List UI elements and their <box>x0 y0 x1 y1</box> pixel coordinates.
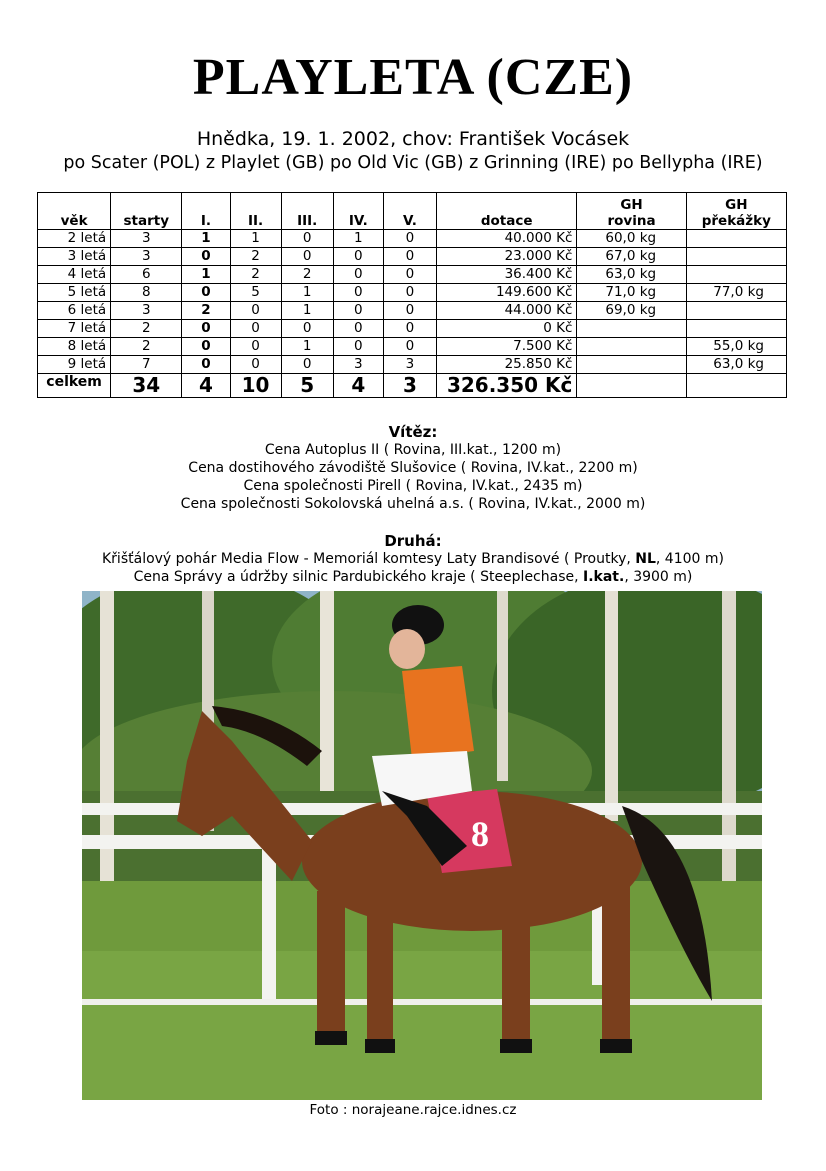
table-row <box>38 248 787 266</box>
age-cell: 7 letá <box>38 320 111 338</box>
gh-flat-cell: 60,0 kg <box>577 230 686 248</box>
prize-money-cell: 40.000 Kč <box>437 230 577 248</box>
header-fourth: IV. <box>333 193 383 230</box>
total-gh-jump <box>686 374 786 398</box>
total-third: 5 <box>281 374 333 398</box>
age-cell: 5 letá <box>38 284 111 302</box>
second-place-cell: 2 <box>230 266 281 284</box>
age-cell: 4 letá <box>38 266 111 284</box>
age-cell: 3 letá <box>38 248 111 266</box>
gh-flat-cell <box>577 320 686 338</box>
table-row <box>38 320 787 338</box>
first-place-cell: 2 <box>182 302 230 320</box>
prize-money-cell: 25.850 Kč <box>437 356 577 374</box>
prize-money-cell: 36.400 Kč <box>437 266 577 284</box>
table-row <box>38 284 787 302</box>
third-place-cell: 0 <box>281 320 333 338</box>
header-first: I. <box>182 193 230 230</box>
fourth-place-cell: 1 <box>333 230 383 248</box>
second-place-cell: 0 <box>230 302 281 320</box>
second-place-cell: 0 <box>230 320 281 338</box>
gh-flat-cell: 69,0 kg <box>577 302 686 320</box>
page-title: PLAYLETA (CZE) <box>192 49 634 106</box>
starts-cell: 6 <box>111 266 182 284</box>
gh-flat-cell: 71,0 kg <box>577 284 686 302</box>
starts-cell: 3 <box>111 230 182 248</box>
career-table <box>37 192 787 398</box>
gh-jump-cell <box>686 230 786 248</box>
second-race: Cena Správy a údržby silnic Pardubického kraje ( Steeplechase, I.kat., 3900 m) <box>133 569 693 585</box>
third-place-cell: 2 <box>281 266 333 284</box>
gh-jump-cell: 55,0 kg <box>686 338 786 356</box>
second-place-section <box>0 532 826 586</box>
winner-race: Cena Autoplus II ( Rovina, III.kat., 1200 m) <box>264 442 562 458</box>
fourth-place-cell: 0 <box>333 320 383 338</box>
winner-section <box>0 423 826 513</box>
gh-jump-cell <box>686 302 786 320</box>
first-place-cell: 0 <box>182 356 230 374</box>
header-second: II. <box>230 193 281 230</box>
header-prize-money: dotace <box>437 193 577 230</box>
second-place-cell: 5 <box>230 284 281 302</box>
starts-cell: 3 <box>111 248 182 266</box>
gh-jump-cell <box>686 248 786 266</box>
age-cell: 8 letá <box>38 338 111 356</box>
fourth-place-cell: 3 <box>333 356 383 374</box>
header-age: věk <box>38 193 111 230</box>
fifth-place-cell: 0 <box>383 338 436 356</box>
prize-money-cell: 44.000 Kč <box>437 302 577 320</box>
total-label: celkem <box>38 374 111 398</box>
second-race: Křišťálový pohár Media Flow - Memoriál komtesy Laty Brandisové ( Proutky, NL, 4100 m) <box>102 551 724 567</box>
second-place-cell: 1 <box>230 230 281 248</box>
table-row <box>38 266 787 284</box>
total-fifth: 3 <box>383 374 436 398</box>
starts-cell: 3 <box>111 302 182 320</box>
fourth-place-cell: 0 <box>333 302 383 320</box>
header-gh-flat: GH rovina <box>577 193 686 230</box>
winner-race: Cena společnosti Sokolovská uhelná a.s. ( Rovina, IV.kat., 2000 m) <box>180 496 646 512</box>
third-place-cell: 1 <box>281 302 333 320</box>
total-first: 4 <box>182 374 230 398</box>
total-row <box>38 374 787 398</box>
prize-money-cell: 0 Kč <box>437 320 577 338</box>
first-place-cell: 0 <box>182 338 230 356</box>
total-second: 10 <box>230 374 281 398</box>
third-place-cell: 1 <box>281 338 333 356</box>
fifth-place-cell: 0 <box>383 302 436 320</box>
fifth-place-cell: 0 <box>383 230 436 248</box>
gh-flat-cell: 63,0 kg <box>577 266 686 284</box>
header-gh-jump: GH překážky <box>686 193 786 230</box>
fourth-place-cell: 0 <box>333 338 383 356</box>
table-row <box>38 356 787 374</box>
prize-money-cell: 7.500 Kč <box>437 338 577 356</box>
age-cell: 9 letá <box>38 356 111 374</box>
first-place-cell: 0 <box>182 284 230 302</box>
gh-jump-cell: 77,0 kg <box>686 284 786 302</box>
first-place-cell: 0 <box>182 248 230 266</box>
total-prize-money: 326.350 Kč <box>437 374 577 398</box>
winner-heading: Vítěz: <box>388 423 438 441</box>
table-header-row <box>38 193 787 230</box>
winner-race: Cena dostihového závodiště Slušovice ( Rovina, IV.kat., 2200 m) <box>188 460 638 476</box>
fifth-place-cell: 0 <box>383 248 436 266</box>
horse-photo <box>82 591 762 1100</box>
prize-money-cell: 149.600 Kč <box>437 284 577 302</box>
second-place-cell: 0 <box>230 356 281 374</box>
first-place-cell: 0 <box>182 320 230 338</box>
third-place-cell: 0 <box>281 356 333 374</box>
age-cell: 2 letá <box>38 230 111 248</box>
starts-cell: 8 <box>111 284 182 302</box>
total-gh-flat <box>577 374 686 398</box>
table-row <box>38 302 787 320</box>
age-cell: 6 letá <box>38 302 111 320</box>
third-place-cell: 0 <box>281 248 333 266</box>
table-row <box>38 338 787 356</box>
winner-race: Cena společnosti Pirell ( Rovina, IV.kat., 2435 m) <box>243 478 583 494</box>
gh-flat-cell: 67,0 kg <box>577 248 686 266</box>
total-fourth: 4 <box>333 374 383 398</box>
second-place-cell: 0 <box>230 338 281 356</box>
gh-jump-cell <box>686 320 786 338</box>
fourth-place-cell: 0 <box>333 266 383 284</box>
gh-flat-cell <box>577 338 686 356</box>
gh-jump-cell: 63,0 kg <box>686 356 786 374</box>
fourth-place-cell: 0 <box>333 284 383 302</box>
starts-cell: 2 <box>111 338 182 356</box>
total-starts: 34 <box>111 374 182 398</box>
header-third: III. <box>281 193 333 230</box>
pedigree: po Scater (POL) z Playlet (GB) po Old Vic (GB) z Grinning (IRE) po Bellypha (IRE) <box>63 153 763 173</box>
second-heading: Druhá: <box>384 532 442 550</box>
header-fifth: V. <box>383 193 436 230</box>
third-place-cell: 1 <box>281 284 333 302</box>
gh-jump-cell <box>686 266 786 284</box>
first-place-cell: 1 <box>182 266 230 284</box>
starts-cell: 2 <box>111 320 182 338</box>
fifth-place-cell: 0 <box>383 266 436 284</box>
first-place-cell: 1 <box>182 230 230 248</box>
fifth-place-cell: 0 <box>383 320 436 338</box>
starts-cell: 7 <box>111 356 182 374</box>
saddle-number: 8 <box>471 814 489 854</box>
photo-credit: Foto : norajeane.rajce.idnes.cz <box>309 1102 517 1118</box>
gh-flat-cell <box>577 356 686 374</box>
table-row <box>38 230 787 248</box>
header-starts: starty <box>111 193 182 230</box>
second-place-cell: 2 <box>230 248 281 266</box>
horse-info: Hnědka, 19. 1. 2002, chov: František Vocásek <box>196 128 630 150</box>
fifth-place-cell: 0 <box>383 284 436 302</box>
fifth-place-cell: 3 <box>383 356 436 374</box>
third-place-cell: 0 <box>281 230 333 248</box>
prize-money-cell: 23.000 Kč <box>437 248 577 266</box>
fourth-place-cell: 0 <box>333 248 383 266</box>
